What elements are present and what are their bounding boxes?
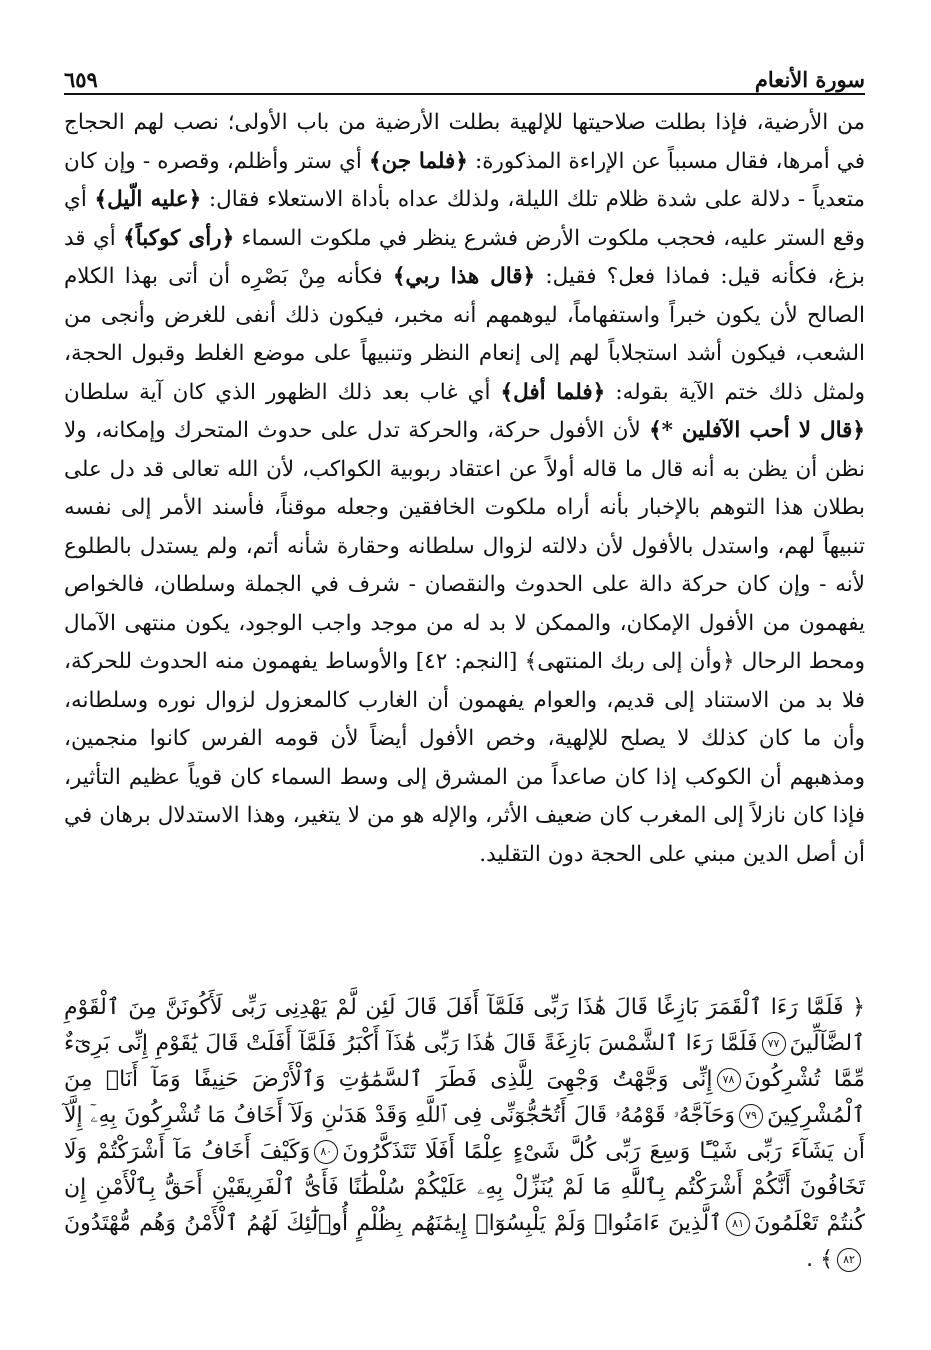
verse-number-81: ٨١ [726, 1212, 750, 1236]
commentary-text [64, 104, 865, 874]
verse-80: وَحَآجَّهُۥ قَوْمُهُۥ قَالَ أَتُحَٰٓجُّوٓنِّى فِى ٱللَّهِ وَقَدْ هَدَىٰنِ وَلَآ أَخَافُ مَا تُشْرِكُونَ بِهِۦٓ إِلَّآ أَن يَشَآءَ رَبِّى شَيْـًٔا وَسِعَ رَبِّى كُلَّ شَىْءٍ عِلْمًا أَفَلَا تَتَذَكَّرُونَ [64, 1103, 865, 1164]
quran-verses-block [64, 990, 865, 1278]
quran-quote: ﴿قال هذا ربي﴾ [392, 264, 536, 289]
verse-78: فَلَمَّا رَءَا ٱلشَّمْسَ بَازِغَةً قَالَ هَٰذَا رَبِّى هَٰذَآ أَكْبَرُ فَلَمَّآ أَفَلَتْ قَالَ يَٰقَوْمِ إِنِّى بَرِىٓءٌ مِّمَّا تُشْرِكُونَ [64, 1031, 865, 1092]
verse-79: إِنِّى وَجَّهْتُ وَجْهِىَ لِلَّذِى فَطَرَ ٱلسَّمَٰوَٰتِ وَٱلْأَرْضَ حَنِيفًا وَمَآ أَنَا۠ مِنَ ٱلْمُشْرِكِينَ [64, 1067, 865, 1128]
quran-quote: ﴿قال لا أحب الآفلين *﴾ [649, 418, 865, 443]
quran-quote: ﴿وأن إلى ربك المنتهى﴾ [524, 649, 735, 674]
quran-quote: ﴿عليه الّيل﴾ [94, 187, 202, 212]
text-segment: أي قد بزغ، فكأنه قيل: فماذا فعل؟ فقيل: [64, 225, 865, 289]
text-segment: أي غاب بعد ذلك الظهور الذي كان آية سلطان [64, 379, 501, 405]
quran-verses [64, 990, 865, 1278]
quran-quote: ﴿فلما أفل﴾ [500, 379, 606, 405]
quran-quote: ﴿فلما جن﴾ [368, 148, 468, 174]
surah-title: سورة الأنعام [754, 67, 865, 92]
header-rule [64, 93, 865, 95]
verse-number-82: ٨٢ [837, 1248, 861, 1272]
quran-quote: ﴿رأى كوكباً﴾ [123, 225, 235, 251]
text-segment: أي وقع الستر عليه، فحجب ملكوت الأرض فشرع ينظر في ملكوت السماء [64, 187, 865, 251]
ornate-open-bracket: ﴿ [852, 995, 865, 1020]
ornate-close-bracket: ﴾ . [806, 1247, 833, 1272]
page-header [64, 58, 865, 92]
verse-81: وَكَيْفَ أَخَافُ مَآ أَشْرَكْتُمْ وَلَا تَخَافُونَ أَنَّكُمْ أَشْرَكْتُم بِٱللَّهِ مَا لَمْ يُنَزِّلْ بِهِۦ عَلَيْكُمْ سُلْطَٰنًا فَأَىُّ ٱلْفَرِيقَيْنِ أَحَقُّ بِٱلْأَمْنِ إِن كُنتُمْ تَعْلَمُونَ [64, 1139, 865, 1236]
verse-82: ٱلَّذِينَ ءَامَنُوا۟ وَلَمْ يَلْبِسُوٓا۟ إِيمَٰنَهُم بِظُلْمٍ أُو۟لَٰٓئِكَ لَهُمُ ٱلْأَمْنُ وَهُم مُّهْتَدُونَ [64, 1211, 723, 1236]
text-segment: [النجم: ٤٢] والأوساط يفهمون منه الحدوث للحركة، فلا بد من الاستناد إلى قديم، والعوام يفهمون أن الغارب كالمعزول لزوال نوره وسلطانه، وأن ما كان كذلك لا يصلح للإلهية، وخص الأفول أيضاً لأن قومه الفرس كانوا منجمين، ومذهبهم أن الكوكب إذا كان صاعداً من المشرق إلى وسط السماء كان قوياً عظيم التأثير، فإذا كان نازلاً إلى المغرب كان ضعيف الأثر، والإله هو من لا يتغير، وهذا الاستدلال برهان في أن أصل الدين مبني على الحجة دون التقليد. [64, 649, 866, 867]
verse-number-78: ٧٨ [717, 1068, 741, 1092]
text-segment: من الأرضية، فإذا بطلت صلاحيتها للإلهية بطلت الأرضية من باب الأولى؛ نصب لهم الحجاج في أمرها، فقال مسبباً عن الإراءة المذكورة: [64, 110, 866, 174]
commentary-paragraph [64, 104, 865, 874]
text-segment: أي ستر وأظلم، وقصره - وإن كان متعدياً - دلالة على شدة ظلام تلك الليلة، ولذلك عداه بأداة الاستعلاء فقال: [64, 148, 866, 212]
verse-77: فَلَمَّا رَءَا ٱلْقَمَرَ بَازِغًا قَالَ هَٰذَا رَبِّى فَلَمَّآ أَفَلَ قَالَ لَئِن لَّمْ يَهْدِنِى رَبِّى لَأَكُونَنَّ مِنَ ٱلْقَوْمِ ٱلضَّآلِّينَ [64, 995, 865, 1056]
verse-number-79: ٧٩ [739, 1104, 763, 1128]
text-segment: لأن الأفول حركة، والحركة تدل على حدوث المتحرك وإمكانه، ولا نظن أن يظن به أنه قال ما قاله أولاً عن اعتقاد ربوبية الكواكب، لأن الله تعالى قد دل على بطلان هذا التوهم بالإخبار بأنه أراه ملكوت الخافقين وجعله موقناً، فأسند الأمر إلى نفسه تنبيهاً لهم، واستدل بالأفول لأن دلالته لزوال سلطانه وحقارة شأنه أتم، ولم يستدل بالطلوع لأنه - وإن كان حركة دالة على الحدوث والنقصان - شرف في الجملة وسلطان، فالخواص يفهمون من الأفول الإمكان، والممكن لا بد له من موجد واجب الوجود، يكون منتهى الآمال ومحط الرحال [64, 418, 865, 674]
verse-number-80: ٨٠ [314, 1140, 338, 1164]
page-number: ٦٥٩ [64, 67, 98, 92]
text-segment: فكأنه مِنْ بَصْرِه أن أتى بهذا الكلام الصالح لأن يكون خبراً واستفهاماً، ليوهمهم أنه مخبر، فيكون ذلك أنفى للغرض وأنجى من الشعب، فيكون أشد استجلاباً لهم إلى إنعام النظر وتنبيهاً على موضع الغلط وقبول الحجة، ولمثل ذلك ختم الآية بقوله: [64, 264, 866, 405]
verse-number-77: ٧٧ [762, 1032, 786, 1056]
